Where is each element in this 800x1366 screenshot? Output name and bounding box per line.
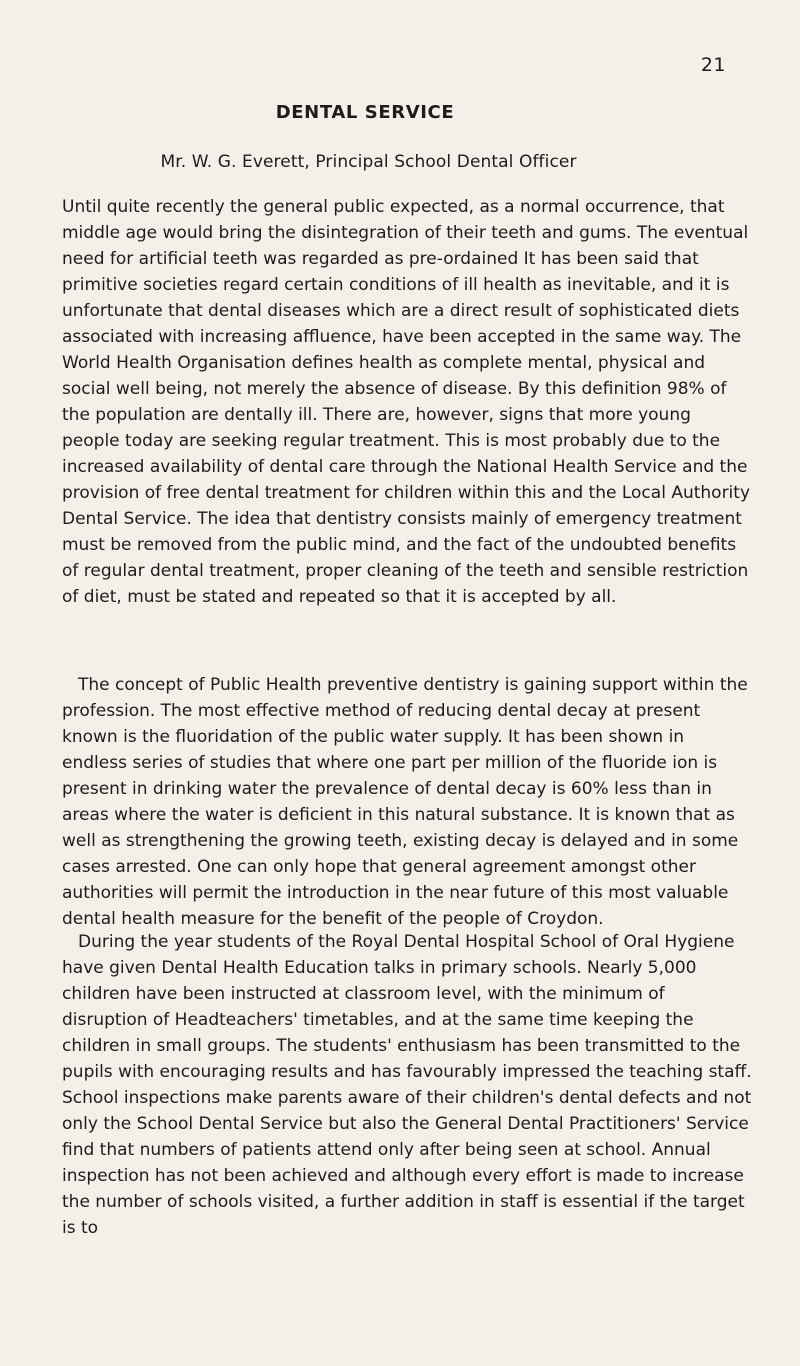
paragraph-1: Until quite recently the general public expected, as a normal occurrence, that middle age would bring the disintegration of their teeth and gums. The eventual need for artificial teeth was regarded as pre-ordained It has been said that primitive societies regard certain conditions of ill health as inevitable, and it is unfortunate that dental diseases which are a direct result of sophisticated diets associated with increasing affluence, have been accepted in the same way. The World Health Organisation defines health as complete mental, physical and social well being, not merely the absence of disease. By this definition 98% of the population are dentally ill. There are, however, signs that more young people today are seeking regular treatment. This is most probably due to the increased availability of dental care through the National Health Service and the provision of free dental treatment for children within this and the Local Authority Dental Service. The idea that dentistry consists mainly of emergency treatment must be removed from the public mind, and the fact of the undoubted benefits of regular dental treatment, proper cleaning of the teeth and sensible restriction of diet, must be stated and repeated so that it is accepted by all. (62, 197, 751, 607)
page-title: DENTAL SERVICE (275, 102, 455, 123)
page-number: 21 (700, 54, 726, 76)
author-line: Mr. W. G. Everett, Principal School Dental Officer (160, 152, 577, 172)
paragraph-3: During the year students of the Royal Dental Hospital School of Oral Hygiene have given Dental Health Education talks in primary schools. Nearly 5,000 children have been instructed at classroom level, with the minimum of disruption of Headteachers' timetables, and at the same time keeping the children in small groups. The students' enthusiasm has been transmitted to the pupils with encouraging results and has favourably impressed the teaching staff. School inspections make parents aware of their children's dental defects and not only the School Dental Service but also the General Dental Practitioners' Service find that numbers of patients attend only after being seen at school. Annual inspection has not been achieved and although every effort is made to increase the number of schools visited, a further addition in staff is essential if the target is to (62, 932, 752, 1238)
paragraph-2: The concept of Public Health preventive dentistry is gaining support within the profession. The most effective method of reducing dental decay at present known is the fluoridation of the public water supply. It has been shown in endless series of studies that where one part per million of the fluoride ion is present in drinking water the prevalence of dental decay is 60% less than in areas where the water is deficient in this natural substance. It is known that as well as strengthening the growing teeth, existing decay is delayed and in some cases arrested. One can only hope that general agreement amongst other authorities will permit the introduction in the near future of this most valuable dental health measure for the benefit of the people of Croydon. (62, 675, 748, 929)
